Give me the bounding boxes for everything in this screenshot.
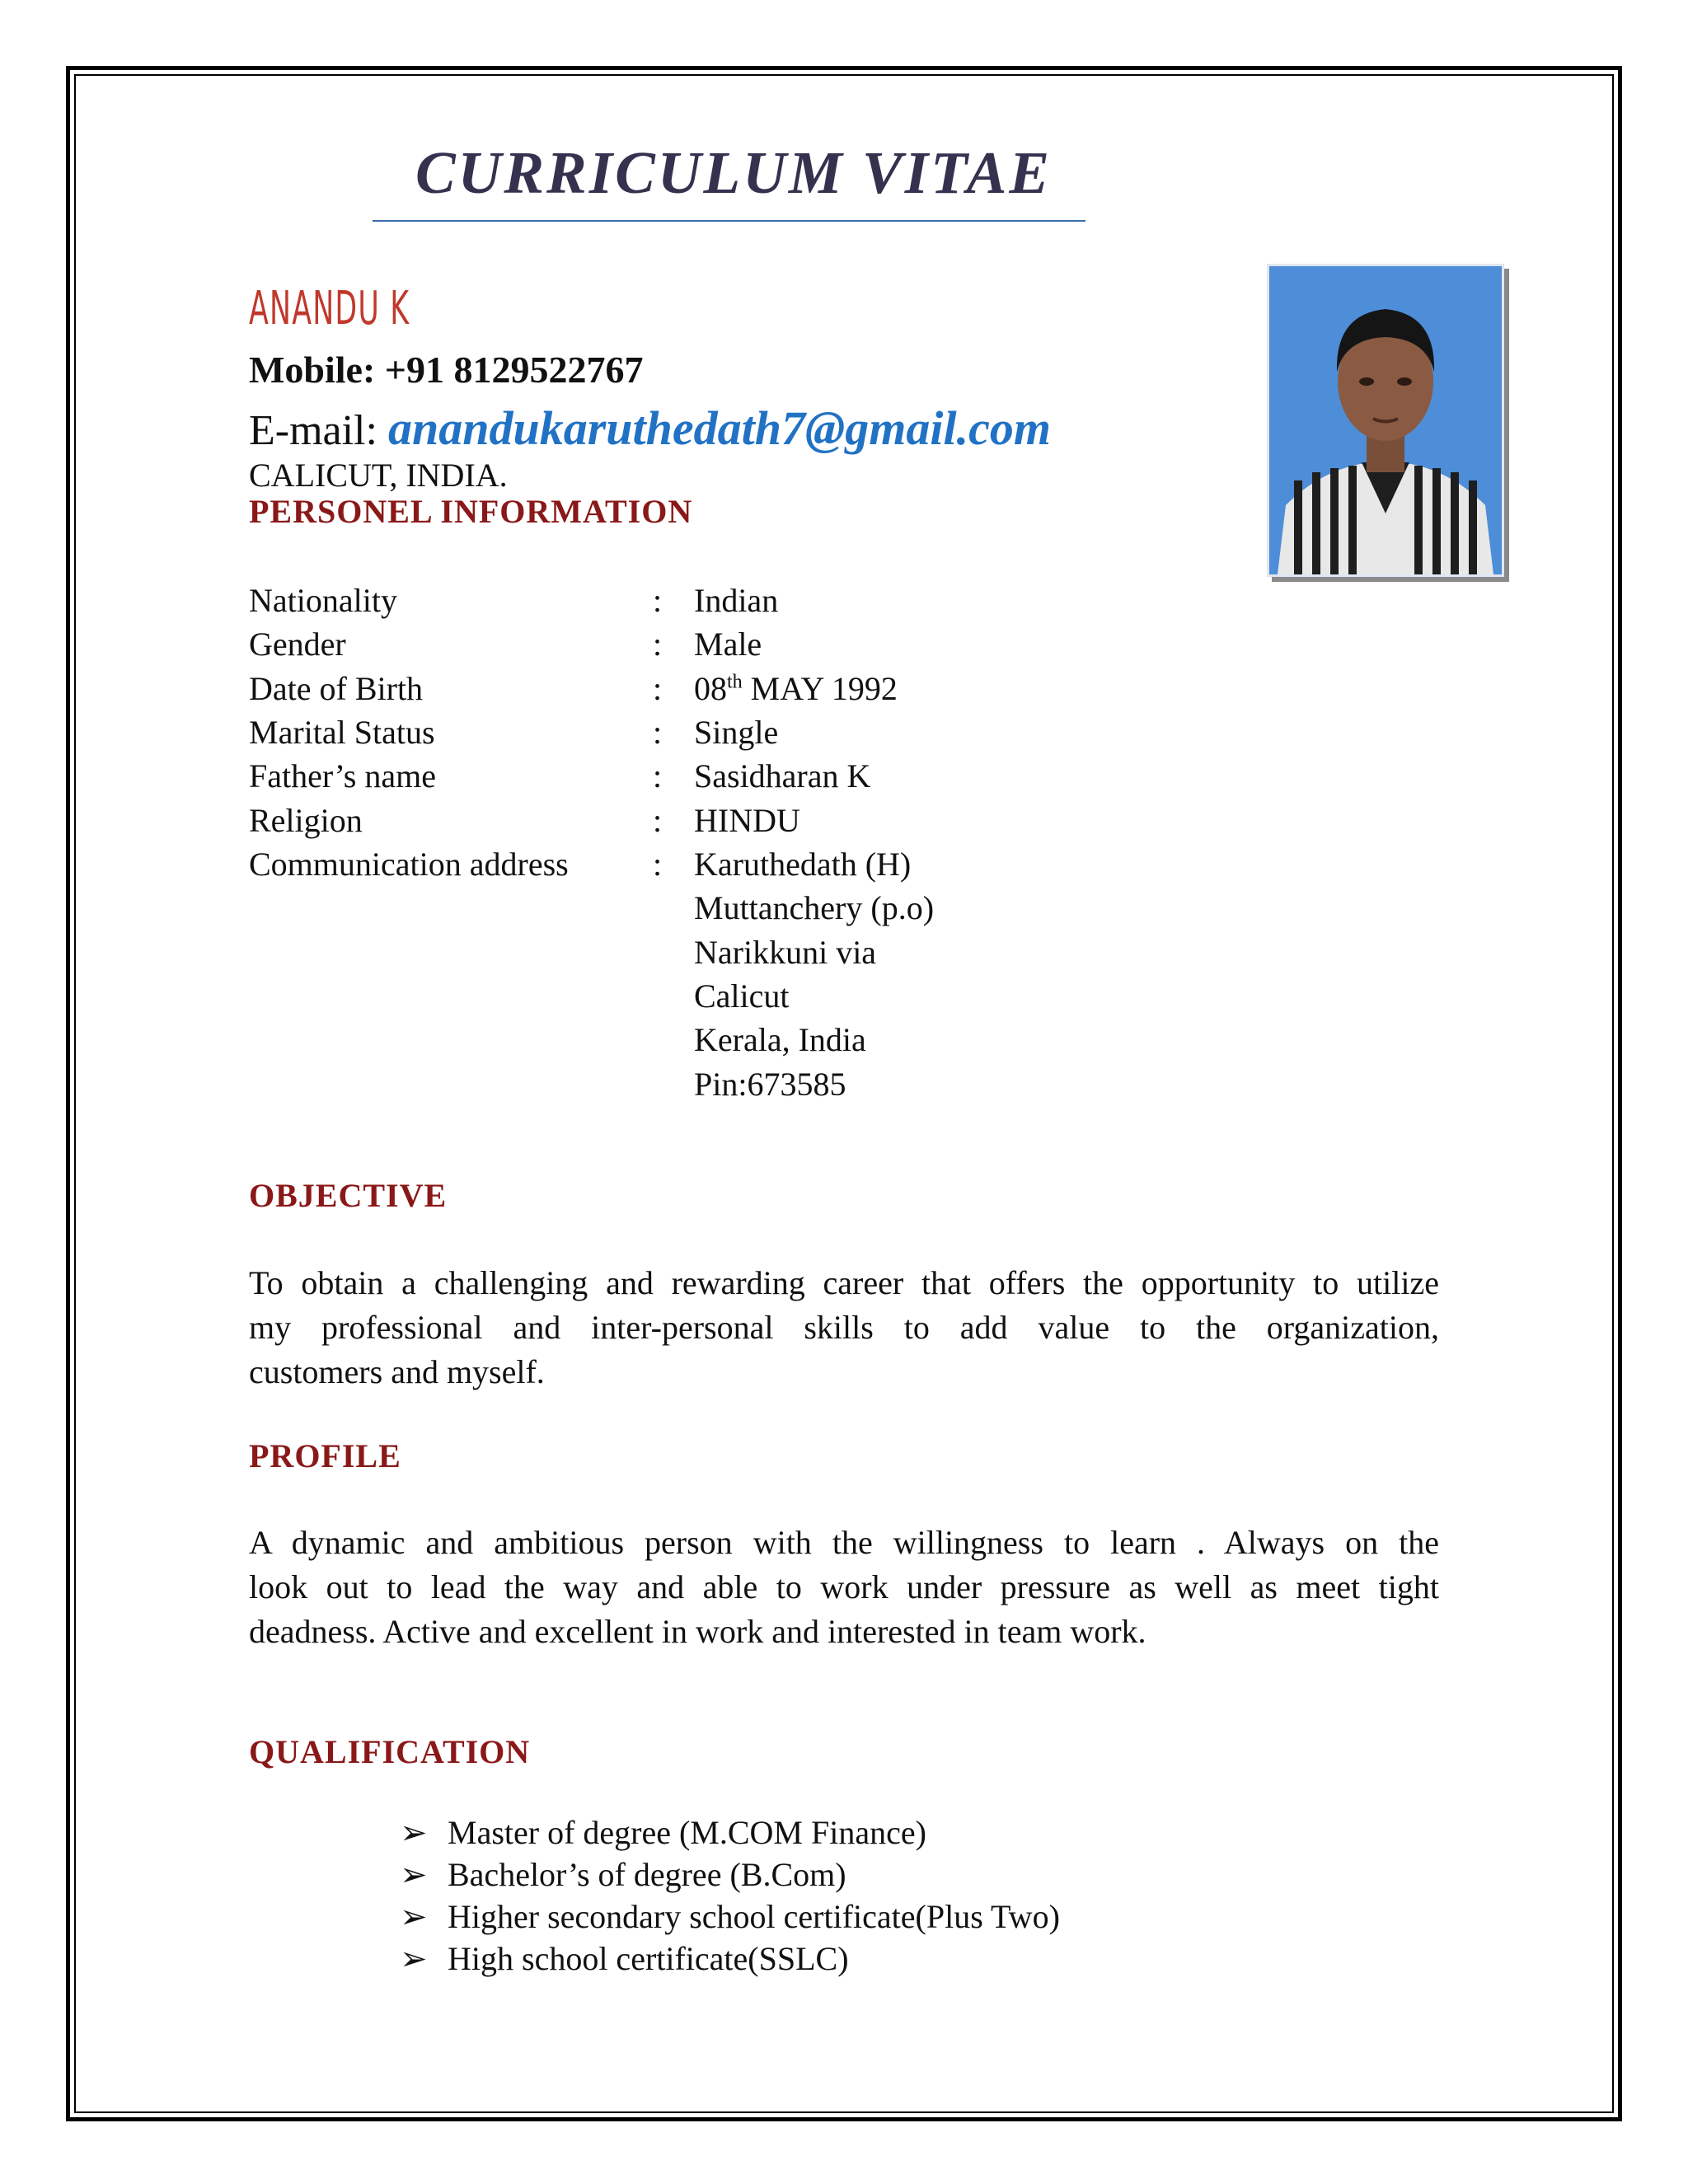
dob-day: 08 <box>694 670 727 707</box>
arrow-bullet-icon: ➢ <box>400 1814 428 1851</box>
objective-heading: OBJECTIVE <box>249 1177 448 1214</box>
dob-rest: MAY 1992 <box>742 670 898 707</box>
location: CALICUT, INDIA. <box>249 457 508 494</box>
info-colon: : <box>653 582 663 619</box>
info-label: Date of Birth <box>249 670 424 707</box>
info-colon: : <box>653 714 663 751</box>
objective-text <box>249 1261 1439 1394</box>
info-label: Gender <box>249 626 346 663</box>
address-line: Calicut <box>694 977 790 1015</box>
address-line: Pin:673585 <box>694 1066 846 1103</box>
profile-text <box>249 1521 1439 1654</box>
email-link[interactable]: anandukaruthedath7@gmail.com <box>387 401 1051 455</box>
info-label: Religion <box>249 802 363 839</box>
list-item <box>400 1939 1060 1981</box>
candidate-name: ANANDU K <box>249 282 410 335</box>
info-value: Indian <box>694 582 779 619</box>
qualification-text: High school certificate(SSLC) <box>448 1940 849 1977</box>
profile-line: look out to lead the way and able to work under pressure as well as meet tight <box>249 1568 1439 1605</box>
info-label: Father’s name <box>249 757 436 794</box>
profile-line: deadness. Active and excellent in work and interested in team work. <box>249 1613 1146 1650</box>
info-label: Communication address <box>249 846 569 883</box>
info-colon: : <box>653 802 663 839</box>
personal-info-heading: PERSONEL INFORMATION <box>249 493 693 530</box>
document-title: CURRICULUM VITAE <box>415 139 1053 206</box>
info-value: Karuthedath (H) <box>694 846 912 883</box>
profile-photo-image <box>1269 266 1502 574</box>
info-label: Nationality <box>249 582 397 619</box>
dob-suffix: th <box>727 671 743 693</box>
qualification-text: Higher secondary school certificate(Plus Two) <box>448 1898 1060 1935</box>
info-colon: : <box>653 757 663 794</box>
profile-line: A dynamic and ambitious person with the willingness to learn . Always on the <box>249 1524 1439 1561</box>
mobile-line <box>249 348 644 391</box>
email-label: E-mail: <box>249 407 377 454</box>
address-line: Kerala, India <box>694 1021 866 1058</box>
list-item <box>400 1855 1060 1897</box>
arrow-bullet-icon: ➢ <box>400 1940 428 1977</box>
arrow-bullet-icon: ➢ <box>400 1898 428 1935</box>
list-item <box>400 1897 1060 1939</box>
info-value: Single <box>694 714 779 751</box>
info-value <box>694 669 898 708</box>
qualification-list <box>400 1813 1060 1981</box>
qualification-heading: QUALIFICATION <box>249 1733 531 1770</box>
qualification-text: Master of degree (M.COM Finance) <box>448 1814 926 1851</box>
email-line <box>249 401 1051 456</box>
info-label: Marital Status <box>249 714 435 751</box>
info-colon: : <box>653 670 663 707</box>
info-value: HINDU <box>694 802 800 839</box>
profile-photo <box>1267 264 1504 577</box>
address-line: Muttanchery (p.o) <box>694 889 935 926</box>
address-line: Narikkuni via <box>694 934 877 971</box>
objective-line: To obtain a challenging and rewarding career that offers the opportunity to utilize <box>249 1264 1439 1301</box>
objective-line: customers and myself. <box>249 1353 545 1390</box>
arrow-bullet-icon: ➢ <box>400 1856 428 1893</box>
mobile-label: Mobile: <box>249 349 376 391</box>
info-value: Sasidharan K <box>694 757 871 794</box>
objective-line: my professional and inter-personal skills to add value to the organization, <box>249 1309 1439 1346</box>
profile-heading: PROFILE <box>249 1437 401 1474</box>
info-colon: : <box>653 626 663 663</box>
qualification-text: Bachelor’s of degree (B.Com) <box>448 1856 846 1893</box>
title-underline <box>373 220 1085 222</box>
list-item <box>400 1813 1060 1855</box>
info-value: Male <box>694 626 762 663</box>
info-colon: : <box>653 846 663 883</box>
mobile-number: +91 8129522767 <box>384 349 644 391</box>
